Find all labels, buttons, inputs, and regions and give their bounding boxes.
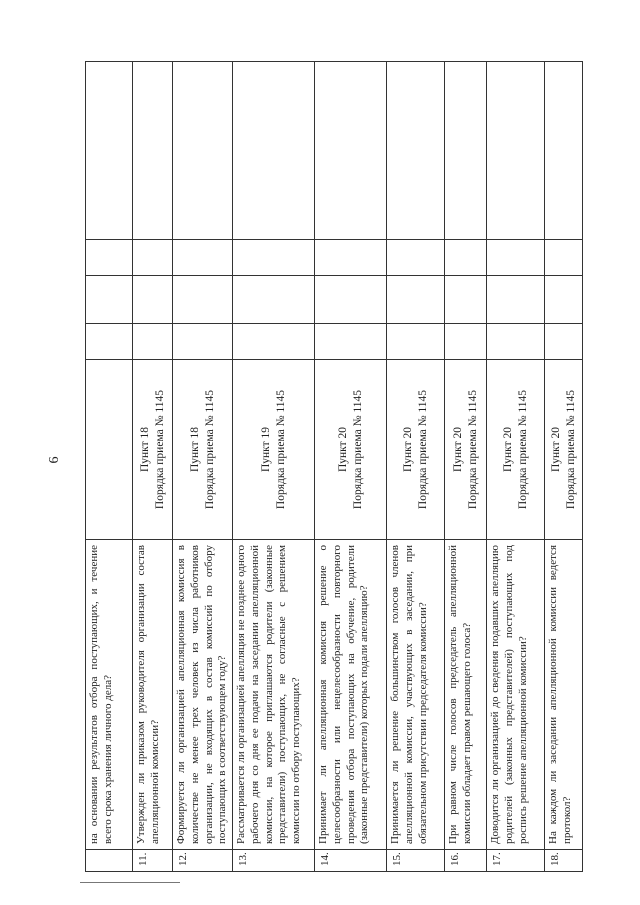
cell-empty [315, 276, 387, 324]
table-row [545, 62, 583, 872]
reference-point: Пункт 20 [452, 426, 465, 473]
row-question: При равном числе голосов председатель апелляционной комиссии обладает правом решающего голоса? [445, 540, 487, 850]
table-row [173, 62, 233, 872]
cell-empty [487, 62, 545, 240]
reference-document: Порядка приема № 1145 [203, 389, 216, 510]
cell-empty [445, 324, 487, 360]
row-reference [445, 360, 487, 540]
row-question: Принимает ли апелляционная комиссия решение о целесообразности или нецелесообразности повторного проведения отбора поступающих на обучение, родители (законные представители) которых подали апелляцию? [315, 540, 387, 850]
reference-document: Порядка приема № 1145 [516, 389, 529, 510]
cell-empty [233, 324, 315, 360]
cell-empty [545, 240, 583, 276]
footer-rule [80, 882, 180, 883]
reference-document: Порядка приема № 1145 [274, 389, 287, 510]
row-reference [545, 360, 583, 540]
reference-document: Порядка приема № 1145 [564, 389, 577, 510]
cell-number [86, 850, 133, 872]
row-reference [173, 360, 233, 540]
cell-empty [173, 324, 233, 360]
table-row-continuation [86, 62, 133, 872]
table-row [487, 62, 545, 872]
table-row [315, 62, 387, 872]
cell-empty [545, 324, 583, 360]
row-reference [315, 360, 387, 540]
reference-point: Пункт 20 [402, 426, 415, 473]
reference-document: Порядка приема № 1145 [416, 389, 429, 510]
row-number: 15. [387, 850, 445, 872]
table-row [133, 62, 173, 872]
cell-empty [233, 276, 315, 324]
cell-empty [86, 324, 133, 360]
cell-empty [173, 240, 233, 276]
table-row [445, 62, 487, 872]
cell-empty [173, 276, 233, 324]
row-question: Формируется ли организацией апелляционная комиссия в количестве не менее трех человек из числа работников организации, не входящих в состав комиссий по отбору поступающих в соответствующем году? [173, 540, 233, 850]
row-number: 13. [233, 850, 315, 872]
row-number: 16. [445, 850, 487, 872]
cell-reference [86, 360, 133, 540]
row-reference [233, 360, 315, 540]
cell-empty [86, 62, 133, 240]
row-question: Принимается ли решение большинством голосов членов апелляционной комиссии, участвующих в заседании, при обязательном присутствии председателя комиссии? [387, 540, 445, 850]
checklist-table [85, 61, 583, 872]
reference-point: Пункт 20 [550, 426, 563, 473]
cell-empty [133, 276, 173, 324]
reference-document: Порядка приема № 1145 [351, 389, 364, 510]
row-reference [133, 360, 173, 540]
table-row [233, 62, 315, 872]
cell-empty [133, 62, 173, 240]
reference-point: Пункт 20 [502, 426, 515, 473]
row-number: 14. [315, 850, 387, 872]
cell-empty [487, 324, 545, 360]
cell-question: на основании результатов отбора поступающих, и течение всего срока хранения личного дела? [86, 540, 133, 850]
row-number: 11. [133, 850, 173, 872]
reference-document: Порядка приема № 1145 [153, 389, 166, 510]
cell-empty [315, 62, 387, 240]
cell-empty [387, 62, 445, 240]
cell-empty [133, 324, 173, 360]
row-number: 18. [545, 850, 583, 872]
reference-point: Пункт 18 [189, 426, 202, 473]
row-number: 17. [487, 850, 545, 872]
reference-point: Пункт 19 [260, 426, 273, 473]
page-number: 6 [47, 456, 62, 464]
cell-empty [86, 276, 133, 324]
cell-empty [445, 240, 487, 276]
cell-empty [545, 62, 583, 240]
row-question: Рассматривается ли организацией апелляция не позднее одного рабочего дня со дня ее подачи на заседании апелляционной комиссии, на которое приглашаются родители (законные представители) поступающих, не согласные с решением комиссии по отбору поступающих? [233, 540, 315, 850]
cell-empty [487, 276, 545, 324]
cell-empty [445, 62, 487, 240]
cell-empty [86, 240, 133, 276]
cell-empty [387, 324, 445, 360]
reference-point: Пункт 18 [139, 426, 152, 473]
cell-empty [387, 276, 445, 324]
cell-empty [445, 276, 487, 324]
row-question: Утвержден ли приказом руководителя организации состав апелляционной комиссии? [133, 540, 173, 850]
cell-empty [315, 324, 387, 360]
row-question: На каждом ли заседании апелляционной комиссии ведется протокол? [545, 540, 583, 850]
cell-empty [233, 240, 315, 276]
cell-empty [545, 276, 583, 324]
reference-document: Порядка приема № 1145 [466, 389, 479, 510]
cell-empty [173, 62, 233, 240]
checklist-table-rotated [85, 62, 580, 872]
row-number: 12. [173, 850, 233, 872]
cell-empty [133, 240, 173, 276]
cell-empty [233, 62, 315, 240]
reference-point: Пункт 20 [337, 426, 350, 473]
row-question: Доводится ли организацией до сведения подавших апелляцию родителей (законных представителей) поступающих под роспись решение апелляционной комиссии? [487, 540, 545, 850]
cell-empty [487, 240, 545, 276]
cell-empty [315, 240, 387, 276]
row-reference [487, 360, 545, 540]
row-reference [387, 360, 445, 540]
table-row [387, 62, 445, 872]
cell-empty [387, 240, 445, 276]
